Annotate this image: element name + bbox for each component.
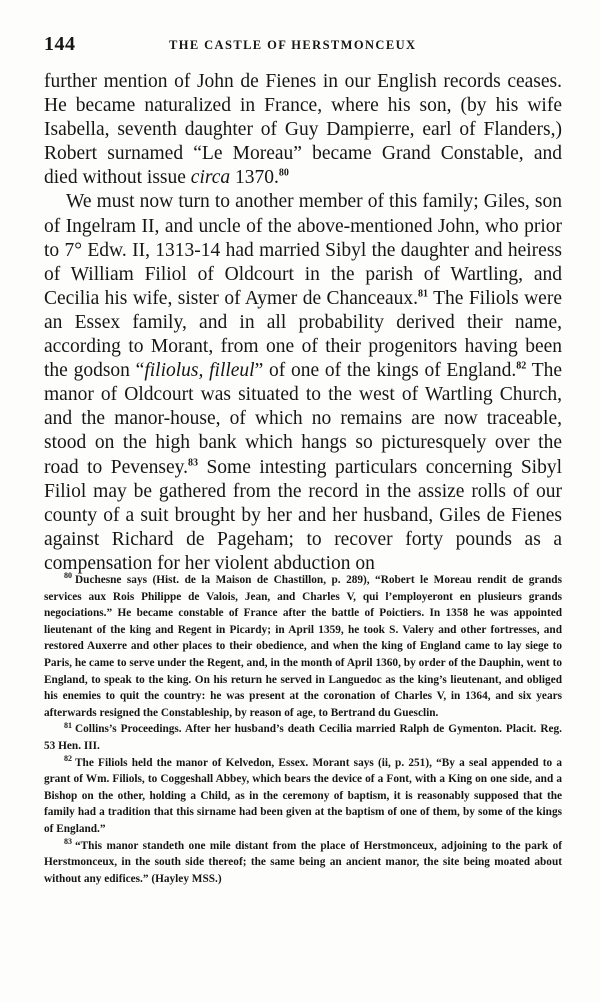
footnote-ref-81: 81 — [418, 288, 429, 300]
footnote-text: Duchesne says (Hist. de la Maison de Chastillon, p. 289), “Robert le Moreau rendit de grands services aux Rois Philippe de Valois, Jean, and Charles V, qui l’employeront en plusieurs grands negociations.” He became constable of France after the battle of Poictiers. In 1358 he was appointed lieutenant of the king and Regent in Picardy; in April 1359, he took S. Valery and other fortresses, and restored Auxerre and other places to their obedience, and when the king of England came to lay siege to Paris, he came to serve under the Regent, and, in the month of April 1360, by order of the Dauphin, went to England, to speak to the king. On his return he served in Languedoc as the king’s lieutenant, and obliged his enemies to quit the country: he was present at the coronation of Charles V, in 1364, and six years afterwards resigned the Constableship, by reason of age, to Bertrand du Guesclin. — [44, 574, 562, 719]
footnote-ref-80: 80 — [278, 167, 289, 179]
text-run: Some intesting particulars concerning Sibyl Filiol may be gathered from the record in the assize rolls of our county of a suit brought by her and her husband, Giles de Fienes against Richard de Pageham; to recover forty pounds as a compensation for her violent abduction on — [44, 456, 562, 574]
text-run: We must now turn to another member of this family; Giles, son of Ingelram II, and uncle of the above-mentioned John, who prior to 7° Edw. II, 1313-14 had married Sibyl the daughter and heiress of William Filiol of Oldcourt in the parish of Wartling, and Cecilia his wife, sister of Aymer de Chanceaux. — [44, 191, 562, 309]
page-header — [44, 33, 562, 57]
footnotes — [44, 572, 562, 887]
footnote-text: Collins’s Proceedings. After her husband’s death Cecilia married Ralph de Gymenton. Placit. Reg. 53 Hen. III. — [44, 723, 562, 752]
footnote-mark: 83 — [64, 836, 72, 846]
footnote-mark: 80 — [64, 571, 72, 581]
page-number: 144 — [44, 33, 76, 55]
text-run: 1370. — [230, 167, 279, 189]
paragraph-1 — [44, 70, 562, 190]
footnote-ref-82: 82 — [516, 360, 527, 372]
footnote-80 — [44, 572, 562, 721]
footnote-mark: 82 — [64, 753, 72, 763]
text-run: The manor of Oldcourt was situated to the west of Wartling Church, and the manor-house, of which no remains are now traceable, stood on the high bank which hangs so picturesquely over the road to Pevensey. — [44, 360, 563, 478]
footnote-82 — [44, 755, 562, 838]
footnote-text: The Filiols held the manor of Kelvedon, Essex. Morant says (ii, p. 251), “By a seal appended to a grant of Wm. Filiols, to Coggeshall Abbey, which bears the device of a Font, with a King on one side, and a Bishop on the other, holding a Child, as in the ceremony of baptism, it is reasonably supposed that the family had a tradition that this sirname had been given at the baptism of one of them, by some of the kings of England.” — [44, 756, 562, 835]
text-run: further mention of John de Fienes in our English records ceases. He became naturalized in France, where his son, (by his wife Isabella, seventh daughter of Guy Dampierre, earl of Flanders,) Robert surnamed “Le Moreau” became Grand Constable, and died without issue — [44, 71, 562, 189]
footnote-text: “This manor standeth one mile distant from the place of Herstmonceux, adjoining to the park of Herstmonceux, in the south side thereof; the same being an ancient manor, the site being moated about without any edifices.” (Hayley MSS.) — [44, 839, 562, 885]
footnote-mark: 81 — [64, 720, 72, 730]
paragraph-2 — [44, 190, 562, 576]
footnote-83 — [44, 838, 562, 888]
text-run: The Filiols were an Essex family, and in all probability derived their name, according to Morant, from one of their progenitors having been the godson “ — [44, 287, 562, 382]
italic-text: circa — [190, 167, 231, 189]
italic-text: filiolus, filleul — [144, 360, 255, 382]
text-run: ” of one of the kings of England. — [254, 360, 517, 382]
running-title: THE CASTLE OF HERSTMONCEUX — [169, 38, 417, 52]
main-text — [44, 70, 562, 576]
footnote-ref-83: 83 — [188, 457, 198, 468]
footnote-81 — [44, 721, 562, 754]
